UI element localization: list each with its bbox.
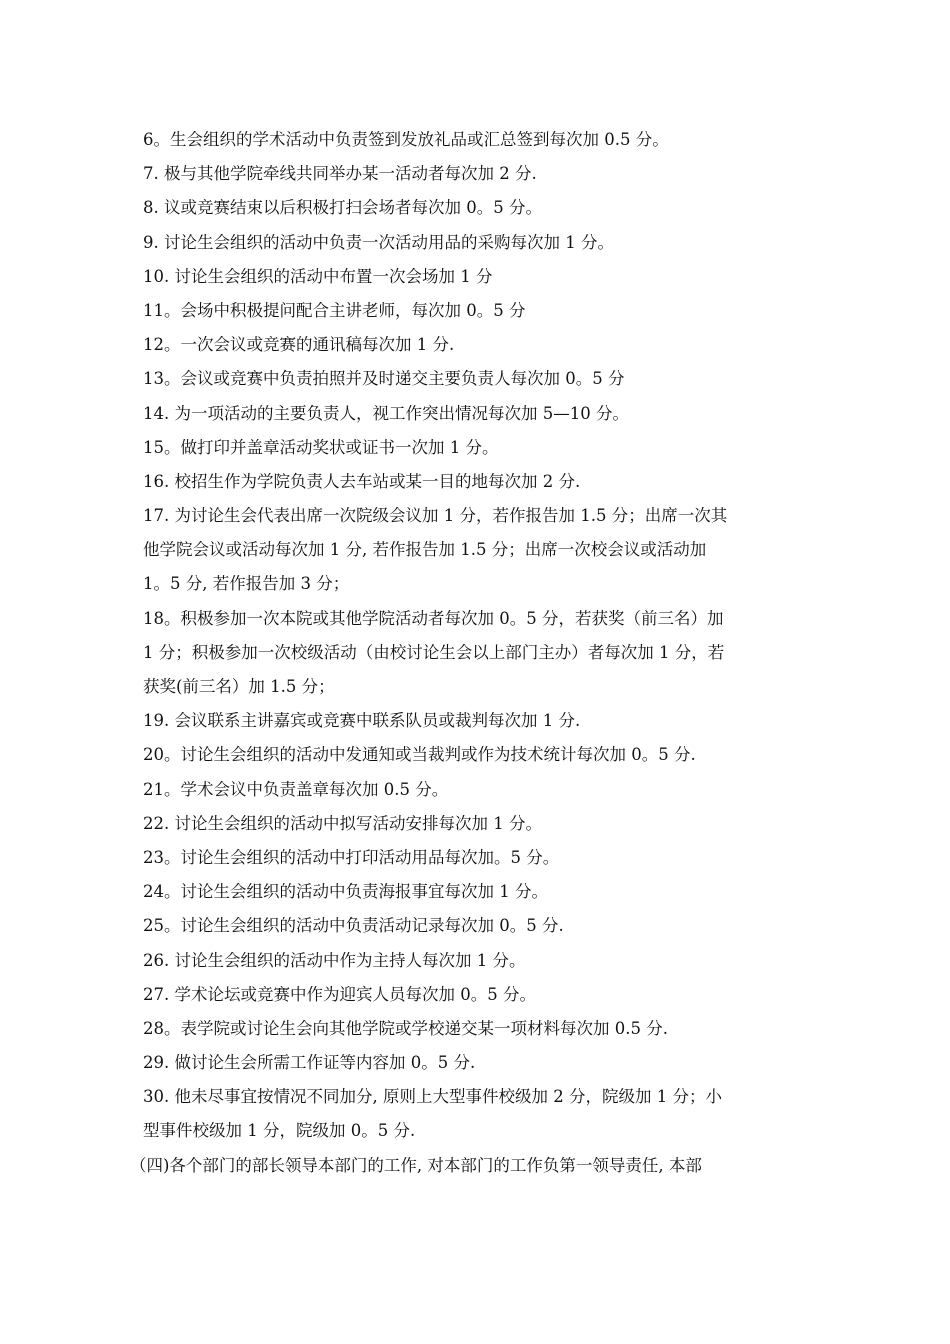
text-line: 1。5 分, 若作报告加 3 分； [143,574,350,594]
text-line: 22. 讨论生会组织的活动中拟写活动安排每次加 1 分。 [143,813,542,833]
text-line: 他学院会议或活动每次加 1 分, 若作报告加 1.5 分；出席一次校会议或活动加 [143,540,707,560]
text-line: 9. 讨论生会组织的活动中负责一次活动用品的采购每次加 1 分。 [143,232,614,252]
text-line: 21。学术会议中负责盖章每次加 0.5 分。 [143,779,449,799]
text-line: 获奖(前三名）加 1.5 分； [143,677,335,696]
text-line: 25。讨论生会组织的活动中负责活动记录每次加 0。5 分. [143,916,564,936]
text-line: 26. 讨论生会组织的活动中作为主持人每次加 1 分。 [143,950,526,970]
text-line: 23。讨论生会组织的活动中打印活动用品每次加。5 分。 [143,847,560,867]
text-line: 30. 他未尽事宜按情况不同加分, 原则上大型事件校级加 2 分，院级加 1 分；小 [143,1087,722,1107]
text-line: 28。表学院或讨论生会向其他学院或学校递交某一项材料每次加 0.5 分. [143,1018,668,1038]
section-heading-line: （四)各个部门的部长领导本部门的工作, 对本部门的工作负第一领导责任, 本部 [130,1155,702,1175]
text-line: 10. 讨论生会组织的活动中布置一次会场加 1 分 [143,266,493,286]
text-line: 7. 极与其他学院牵线共同举办某一活动者每次加 2 分. [143,164,537,184]
text-line: 8. 议或竞赛结束以后积极打扫会场者每次加 0。5 分。 [143,198,542,218]
text-line: 型事件校级加 1 分，院级加 0。5 分. [143,1121,416,1141]
text-line: 19. 会议联系主讲嘉宾或竞赛中联系队员或裁判每次加 1 分. [143,711,581,731]
text-line: 1 分；积极参加一次校级活动（由校讨论生会以上部门主办）者每次加 1 分，若 [143,642,725,662]
text-line: 12。一次会议或竞赛的通讯稿每次加 1 分. [143,335,455,355]
text-line: 11。会场中积极提问配合主讲老师，每次加 0。5 分 [143,300,526,320]
document-body [130,123,815,1183]
text-line: 18。积极参加一次本院或其他学院活动者每次加 0。5 分，若获奖（前三名）加 [143,608,724,628]
text-line: 13。会议或竞赛中负责拍照并及时递交主要负责人每次加 0。5 分 [143,369,625,389]
text-line: 16. 校招生作为学院负责人去车站或某一目的地每次加 2 分. [143,471,581,491]
text-line: 17. 为讨论生会代表出席一次院级会议加 1 分，若作报告加 1.5 分；出席一次其 [143,506,728,526]
text-line: 29. 做讨论生会所需工作证等内容加 0。5 分. [143,1053,476,1073]
text-line: 24。讨论生会组织的活动中负责海报事宜每次加 1 分。 [143,882,548,902]
text-line: 20。讨论生会组织的活动中发通知或当裁判或作为技术统计每次加 0。5 分. [143,745,696,765]
text-line: 15。做打印并盖章活动奖状或证书一次加 1 分。 [143,437,499,457]
text-line: 6。生会组织的学术活动中负责签到发放礼品或汇总签到每次加 0.5 分。 [143,130,669,149]
text-line: 27. 学术论坛或竞赛中作为迎宾人员每次加 0。5 分。 [143,984,536,1004]
text-line: 14. 为一项活动的主要负责人，视工作突出情况每次加 5—10 分。 [143,403,629,423]
